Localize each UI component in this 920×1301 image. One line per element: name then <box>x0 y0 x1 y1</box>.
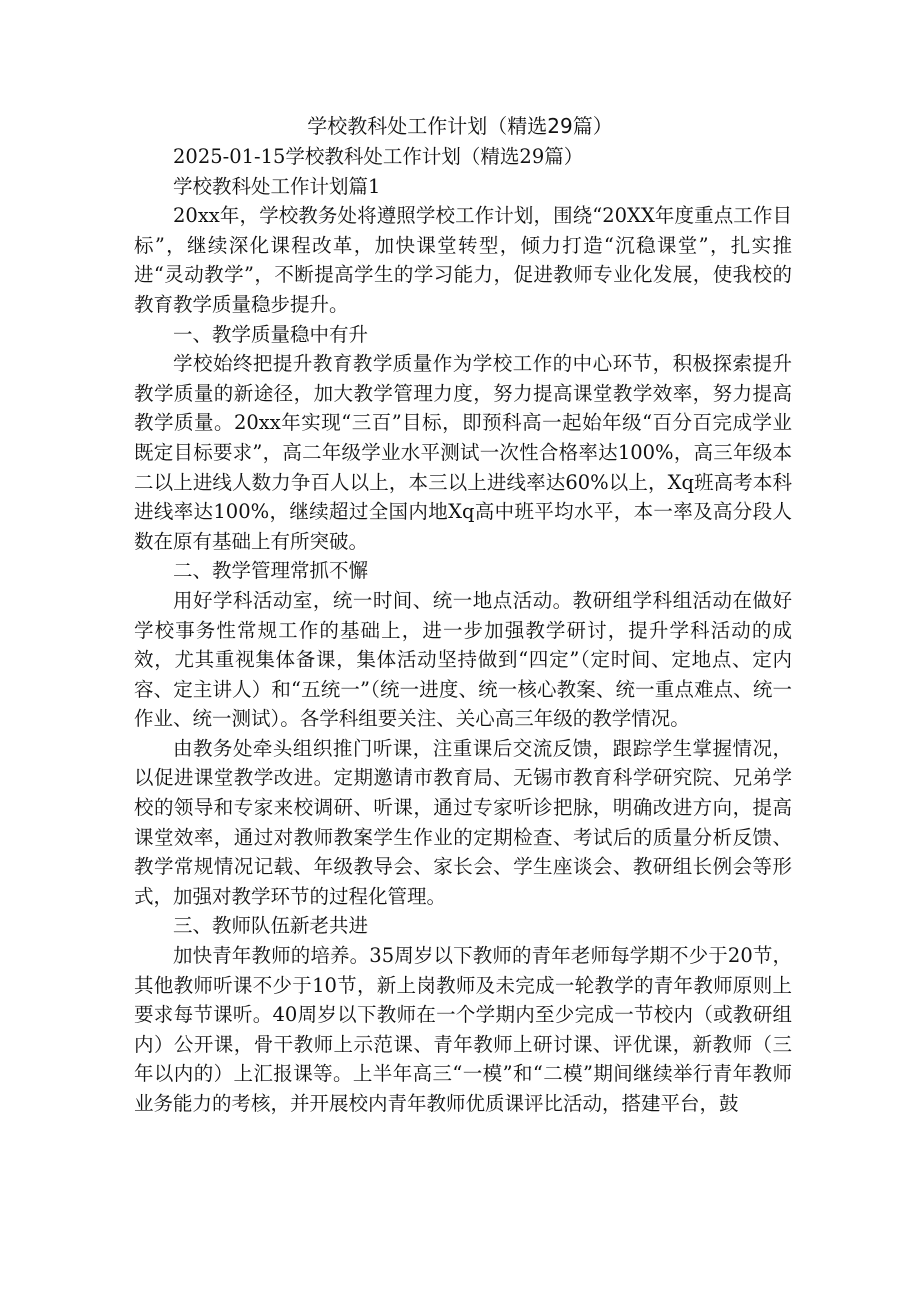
section-paragraph-1: 学校始终把提升教育教学质量作为学校工作的中心环节，积极探索提升教学质量的新途径，加大教学管理力度，努力提高课堂教学效率，努力提高教学质量。20xx年实现“三百”目标，即预科高一起始年级“百分百完成学业既定目标要求”，高二年级学业水平测试一次性合格率达100%，高三年级本二以上进线人数力争百人以上，本三以上进线率达60%以上，Xq班高考本科进线率达100%，继续超过全国内地Xq高中班平均水平，本一率及高分段人数在原有基础上有所突破。 <box>134 352 792 553</box>
intro-paragraph: 20xx年，学校教务处将遵照学校工作计划，围绕“20XX年度重点工作目标”，继续深化课程改革，加快课堂转型，倾力打造“沉稳课堂”，扎实推进“灵动教学”，不断提高学生的学习能力，促进教师专业化发展，使我校的教育教学质量稳步提升。 <box>134 204 792 316</box>
date-line: 2025-01-15学校教科处工作计划（精选29篇） <box>173 145 584 168</box>
document-subtitle: 学校教科处工作计划篇1 <box>173 174 381 198</box>
section-paragraph-2b: 由教务处牵头组织推门听课，注重课后交流反馈，跟踪学生掌握情况，以促进课堂教学改进。定期邀请市教育局、无锡市教育科学研究院、兄弟学校的领导和专家来校调研、听课，通过专家听诊把脉，明确改进方向，提高课堂效率，通过对教师教案学生作业的定期检查、考试后的质量分析反馈、教学常规情况记载、年级教导会、家长会、学生座谈会、教研组长例会等形式，加强对教学环节的过程化管理。 <box>134 736 792 908</box>
document-title: 学校教科处工作计划（精选29篇） <box>307 114 613 138</box>
section-heading-1: 一、教学质量稳中有升 <box>173 322 369 346</box>
section-paragraph-3: 加快青年教师的培养。35周岁以下教师的青年老师每学期不少于20节，其他教师听课不少于10节，新上岗教师及未完成一轮教学的青年教师原则上要求每节课听。40周岁以下教师在一个学期内至少完成一节校内（或教研组内）公开课，骨干教师上示范课、青年教师上研讨课、评优课，新教师（三年以内的）上汇报课等。上半年高三“一模”和“二模”期间继续举行青年教师业务能力的考核，并开展校内青年教师优质课评比活动，搭建平台，鼓 <box>134 944 792 1115</box>
section-heading-3: 三、教师队伍新老共进 <box>173 914 369 938</box>
section-paragraph-2a: 用好学科活动室，统一时间、统一地点活动。教研组学科组活动在做好学校事务性常规工作的基础上，进一步加强教学研讨，提升学科活动的成效，尤其重视集体备课，集体活动坚持做到“四定”（定时间、定地点、定内容、定主讲人）和“五统一”（统一进度、统一核心教案、统一重点难点、统一作业、统一测试）。各学科组要关注、关心高三年级的教学情况。 <box>134 588 792 731</box>
document-body <box>134 142 792 1119</box>
section-heading-2: 二、教学管理常抓不懈 <box>173 559 369 583</box>
